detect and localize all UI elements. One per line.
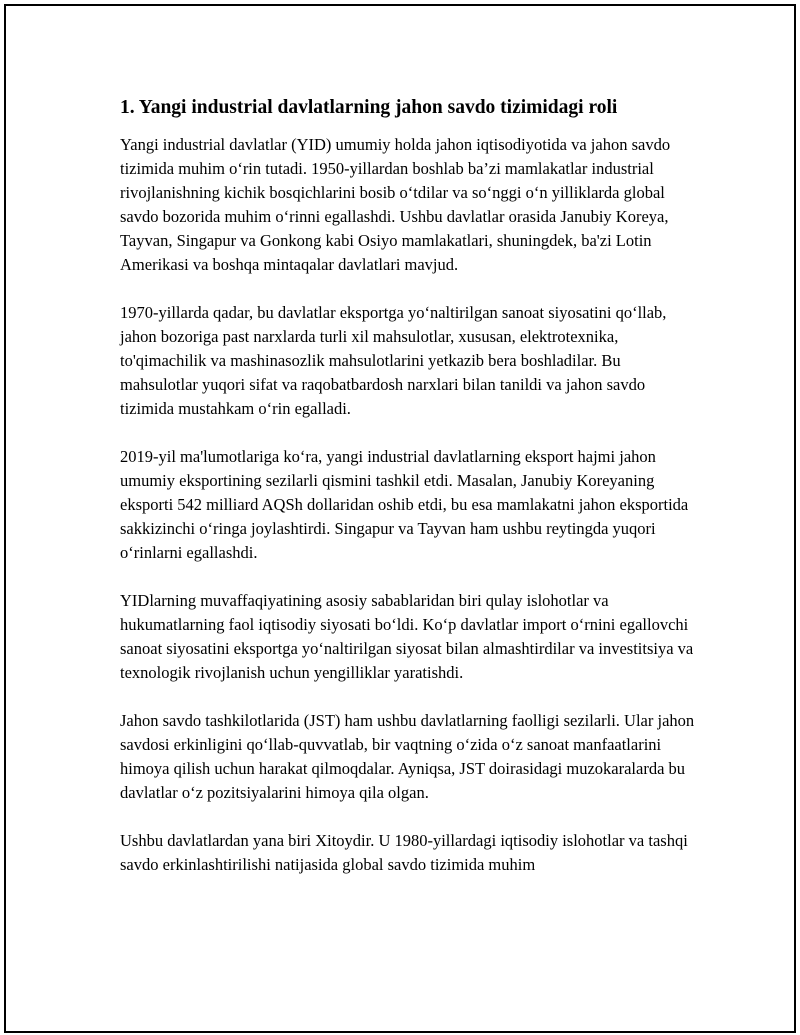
- paragraph-4: YIDlarning muvaffaqiyatining asosiy sabablaridan biri qulay islohotlar va hukumatlarning faol iqtisodiy siyosati bo‘ldi. Ko‘p davlatlar import o‘rnini egallovchi sanoat siyosatini eksportga yo‘naltirilgan siyosat bilan almashtirdilar va investitsiya va texnologik rivojlanish uchun yengilliklar yaratishdi.: [120, 591, 694, 682]
- paragraph-6: Ushbu davlatlardan yana biri Xitoydir. U 1980-yillardagi iqtisodiy islohotlar va tashqi savdo erkinlashtirilishi natijasida global savdo tizimida muhim: [120, 831, 688, 874]
- paragraph-1: Yangi industrial davlatlar (YID) umumiy holda jahon iqtisodiyotida va jahon savdo tizimida muhim o‘rin tutadi. 1950-yillardan boshlab ba’zi mamlakatlar industrial rivojlanishning kichik bosqichlarini bosib o‘tdilar va so‘nggi o‘n yilliklarda global savdo bozorida muhim o‘rinni egallashdi. Ushbu davlatlar orasida Janubiy Koreya, Tayvan, Singapur va Gonkong kabi Osiyo mamlakatlari, shuningdek, ba'zi Lotin Amerikasi va boshqa mintaqalar davlatlari mavjud.: [120, 135, 671, 274]
- section-title: 1. Yangi industrial davlatlarning jahon savdo tizimidagi roli: [120, 97, 618, 118]
- paragraph-5: Jahon savdo tashkilotlarida (JST) ham ushbu davlatlarning faolligi sezilarli. Ular jahon savdosi erkinligini qo‘llab-quvvatlab, bir vaqtning o‘zida o‘z sanoat manfaatlarini himoya qilish uchun harakat qilmoqdalar. Ayniqsa, JST doirasidagi muzokaralarda bu davlatlar o‘z pozitsiyalarini himoya qila olgan.: [120, 711, 695, 802]
- paragraph-3: 2019-yil ma'lumotlariga ko‘ra, yangi industrial davlatlarning eksport hajmi jahon umumiy eksportining sezilarli qismini tashkil etdi. Masalan, Janubiy Koreyaning eksporti 542 milliard AQSh dollaridan oshib etdi, bu esa mamlakatni jahon eksportida sakkizinchi o‘ringa joylashtirdi. Singapur va Tayvan ham ushbu reytingda yuqori o‘rinlarni egallashdi.: [120, 447, 689, 562]
- document-page: [4, 4, 796, 1033]
- paragraph-2: 1970-yillarda qadar, bu davlatlar eksportga yo‘naltirilgan sanoat siyosatini qo‘llab, jahon bozoriga past narxlarda turli xil mahsulotlar, xususan, elektrotexnika, to'qimachilik va mashinasozlik mahsulotlarini yetkazib bera boshladilar. Bu mahsulotlar yuqori sifat va raqobatbardosh narxlari bilan tanildi va jahon savdo tizimida mustahkam o‘rin egalladi.: [120, 303, 667, 418]
- document-body: [120, 95, 700, 901]
